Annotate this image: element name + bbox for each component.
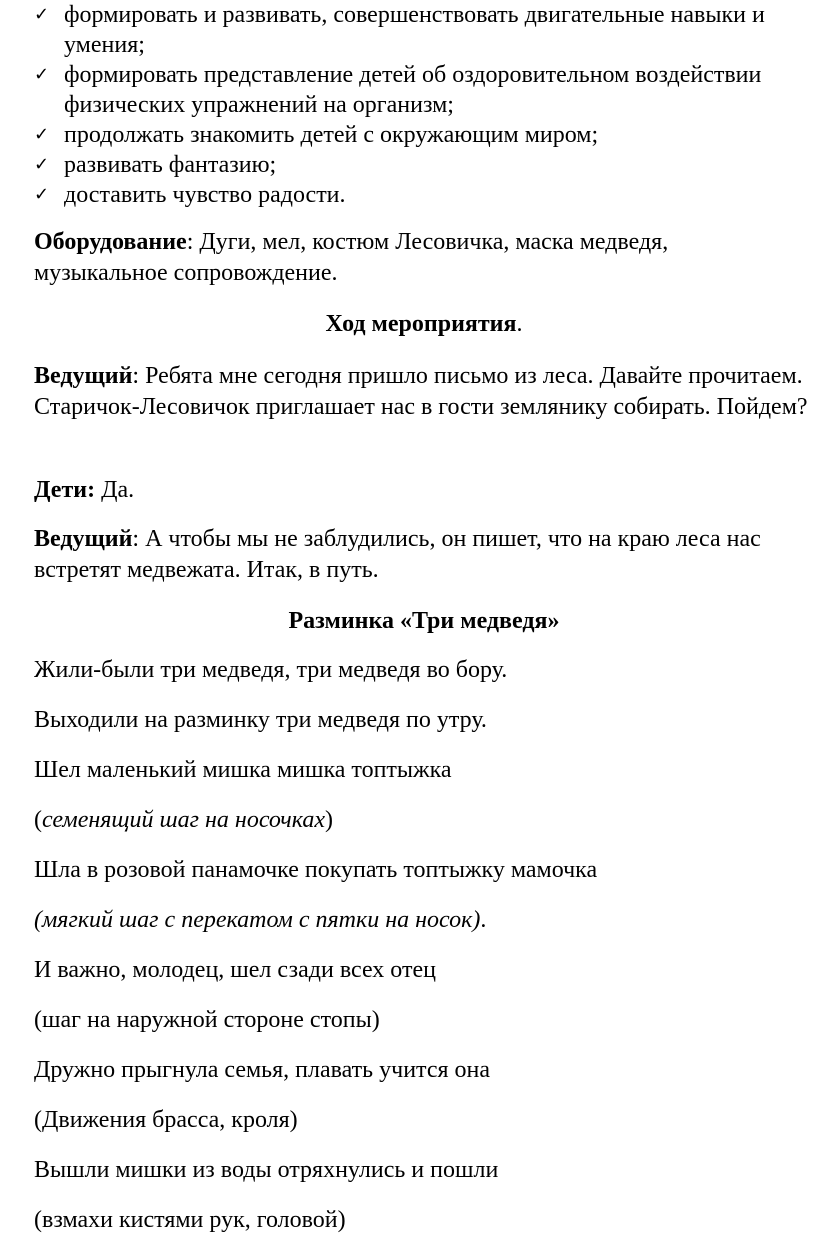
goal-item: ✓ формировать и развивать, совершенствовать двигательные навыки и умения; xyxy=(34,2,765,58)
dialog-line: Дети: Да. xyxy=(34,477,135,503)
dialog-line: Ведущий: А чтобы мы не заблудились, он пишет, что на краю леса нас встретят медвежата. Итак, в путь. xyxy=(34,526,761,583)
course-heading: Ход мероприятия. xyxy=(325,311,523,337)
equipment-label: Оборудование xyxy=(34,229,187,255)
checkmark-icon: ✓ xyxy=(34,4,50,25)
poem-line: (семенящий шаг на носочках) xyxy=(34,807,333,833)
poem-line: Шел маленький мишка мишка топтыжка xyxy=(34,757,452,783)
poem-line: (мягкий шаг с перекатом с пятки на носок). xyxy=(34,907,487,933)
speaker-name: Ведущий xyxy=(34,526,133,552)
poem-line: И важно, молодец, шел сзади всех отец xyxy=(34,957,436,983)
goals-list xyxy=(34,0,794,210)
poem-line: Вышли мишки из воды отряхнулись и пошли xyxy=(34,1157,499,1183)
goal-item: ✓ доставить чувство радости. xyxy=(34,182,346,208)
poem-line: (Движения брасса, кроля) xyxy=(34,1107,298,1133)
poem-line: Выходили на разминку три медведя по утру. xyxy=(34,707,487,733)
checkmark-icon: ✓ xyxy=(34,64,50,85)
goal-item: ✓ формировать представление детей об оздоровительном воздействии физических упражнений на организм; xyxy=(34,62,762,118)
poem-line: Дружно прыгнула семья, плавать учится она xyxy=(34,1057,490,1083)
equipment-paragraph xyxy=(34,227,714,289)
goal-item: ✓ продолжать знакомить детей с окружающим миром; xyxy=(34,122,599,148)
warmup-title: Разминка «Три медведя» xyxy=(288,608,560,634)
dialog-line: Ведущий: Ребята мне сегодня пришло письмо из леса. Давайте прочитаем. Старичок-Лесовичок приглашает нас в гости землянику собирать. Пойдем? xyxy=(34,363,808,420)
checkmark-icon: ✓ xyxy=(34,154,50,175)
checkmark-icon: ✓ xyxy=(34,124,50,145)
speaker-name: Ведущий xyxy=(34,363,133,389)
goal-item: ✓ развивать фантазию; xyxy=(34,152,277,178)
speaker-name: Дети: xyxy=(34,477,96,503)
equipment-text: : Дуги, мел, костюм Лесовичка, маска медведя, музыкальное сопровождение. xyxy=(34,229,669,286)
poem-line: (взмахи кистями рук, головой) xyxy=(34,1207,346,1233)
poem-line: (шаг на наружной стороне стопы) xyxy=(34,1007,380,1033)
poem-line: Жили-были три медведя, три медведя во бору. xyxy=(34,657,508,683)
poem-line: Шла в розовой панамочке покупать топтыжку мамочка xyxy=(34,857,598,883)
checkmark-icon: ✓ xyxy=(34,184,50,205)
